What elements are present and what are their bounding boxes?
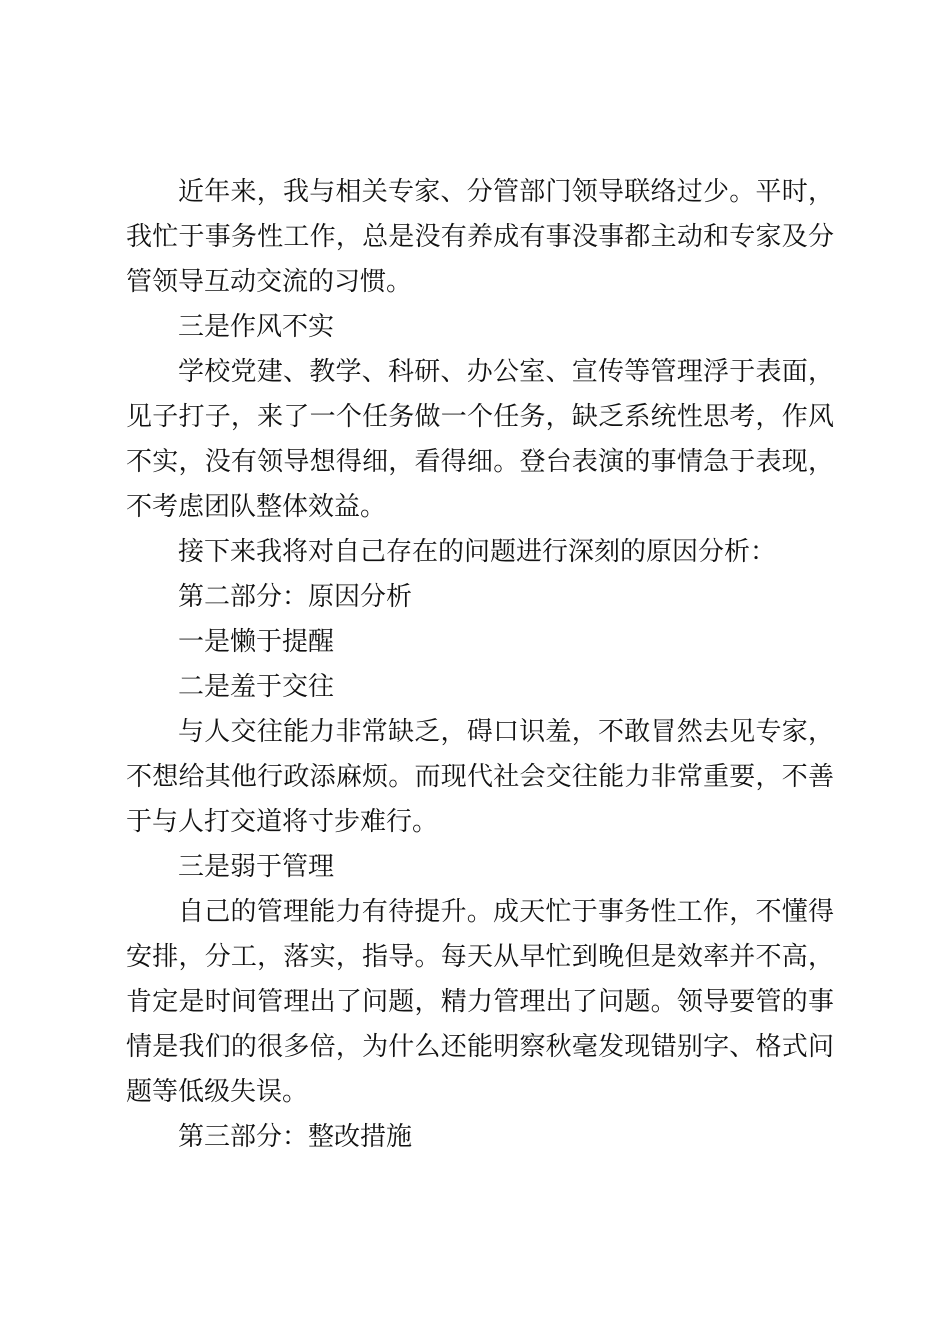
paragraph-weak-management: 自己的管理能力有待提升。成天忙于事务性工作，不懂得安排，分工，落实，指导。每天从早忙到晚但是效率并不高，肯定是时间管理出了问题，精力管理出了问题。领导要管的事情是我们的很多倍，为什么还能明察秋毫发现错别字、格式问题等低级失误。 <box>126 897 834 1107</box>
paragraph-shy-interaction: 与人交往能力非常缺乏，碍口识羞，不敢冒然去见专家，不想给其他行政添麻烦。而现代社会交往能力非常重要，不善于与人打交道将寸步难行。 <box>126 717 834 837</box>
heading-lazy-reminding: 一是懒于提醒 <box>178 627 335 657</box>
heading-shy-interaction: 二是羞于交往 <box>178 672 335 702</box>
paragraph-transition: 接下来我将对自己存在的问题进行深刻的原因分析： <box>178 537 777 567</box>
section-heading-rectification: 第三部分：整改措施 <box>178 1122 413 1152</box>
paragraph-work-style: 学校党建、教学、科研、办公室、宣传等管理浮于表面，见子打子，来了一个任务做一个任务，缺乏系统性思考，作风不实，没有领导想得细，看得细。登台表演的事情急于表现，不考虑团队整体效益。 <box>126 357 834 522</box>
heading-weak-management: 三是弱于管理 <box>178 852 335 882</box>
section-heading-cause-analysis: 第二部分：原因分析 <box>178 582 413 612</box>
document-body <box>126 170 834 1160</box>
heading-work-style: 三是作风不实 <box>178 312 335 342</box>
paragraph-contact-issue: 近年来，我与相关专家、分管部门领导联络过少。平时，我忙于事务性工作，总是没有养成有事没事都主动和专家及分管领导互动交流的习惯。 <box>126 177 834 297</box>
